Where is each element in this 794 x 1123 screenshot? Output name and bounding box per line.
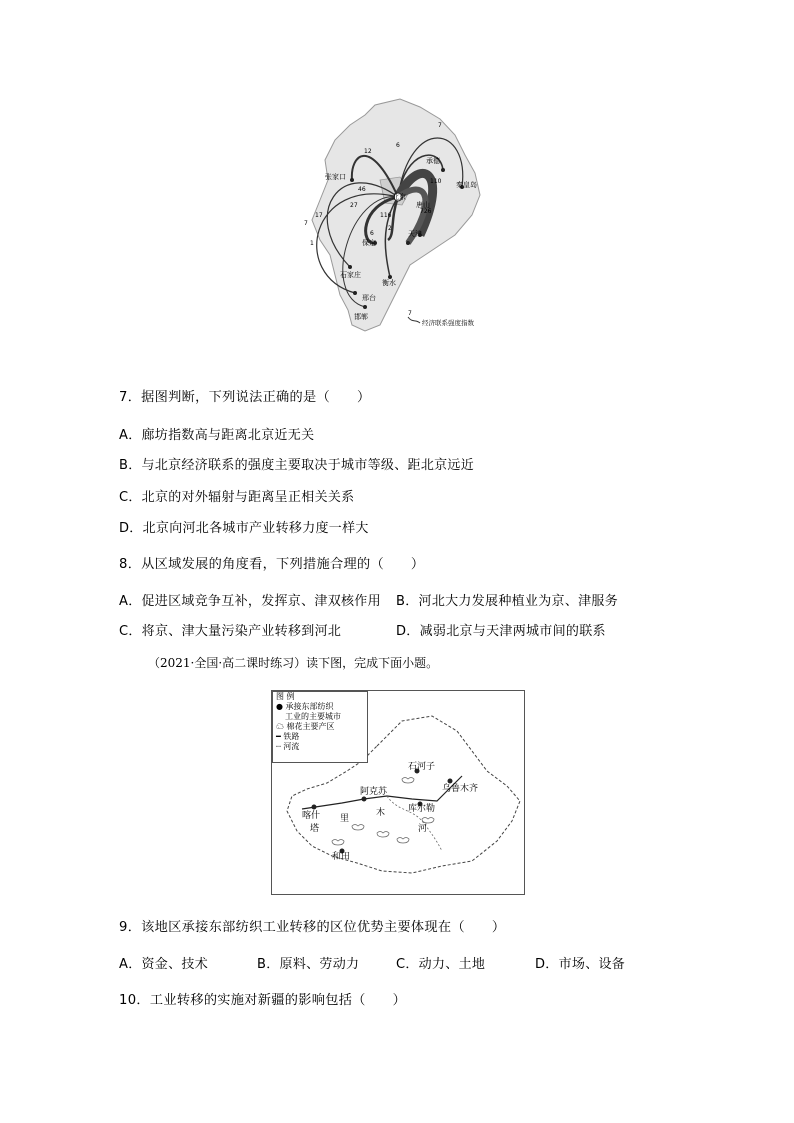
beijing-linkage-map xyxy=(280,95,500,335)
svg-text:116: 116 xyxy=(380,212,392,219)
svg-text:7: 7 xyxy=(304,220,308,227)
q9-option-d[interactable]: D．市场、设备 xyxy=(535,957,626,972)
city-label: 保定 xyxy=(362,239,376,247)
q7-option-d[interactable]: D．北京向河北各城市产业转移力度一样大 xyxy=(119,521,369,536)
map-legend: 图 例 ● 承接东部纺织 工业的主要城市 ☁ 棉花主要产区 ━ 铁路 ┈ 河流 xyxy=(272,691,368,763)
question-9-stem: 9．该地区承接东部纺织工业转移的区位优势主要体现在（ ） xyxy=(119,920,506,935)
city-label: 张家口 xyxy=(325,173,346,181)
city-label: 库尔勒 xyxy=(408,804,436,814)
city-label: 邢台 xyxy=(362,294,376,302)
svg-text:46: 46 xyxy=(358,186,366,193)
city-label: 承德 xyxy=(426,157,440,165)
q9-option-a[interactable]: A．资金、技术 xyxy=(119,957,208,972)
legend-label: 经济联系强度指数 xyxy=(422,319,474,327)
q7-option-b[interactable]: B．与北京经济联系的强度主要取决于城市等级、距北京远近 xyxy=(119,458,475,473)
city-label: 唐山 xyxy=(416,201,430,209)
railway-icon: ━ xyxy=(276,732,281,741)
question-10-stem: 10．工业转移的实施对新疆的影响包括（ ） xyxy=(119,993,407,1008)
q9-option-b[interactable]: B．原料、劳动力 xyxy=(257,957,360,972)
city-label: 阿克苏 xyxy=(360,787,388,797)
legend-value: 7 xyxy=(408,310,412,317)
q9-option-c[interactable]: C．动力、土地 xyxy=(396,957,486,972)
city-label: 秦皇岛 xyxy=(456,181,477,189)
city-label: 天津 xyxy=(408,230,422,238)
svg-text:6: 6 xyxy=(396,142,400,149)
svg-text:726: 726 xyxy=(420,208,432,215)
city-dot-icon: ● xyxy=(276,702,283,711)
svg-text:2: 2 xyxy=(388,225,392,232)
question-8-stem: 8．从区域发展的角度看，下列措施合理的（ ） xyxy=(119,557,425,572)
svg-text:7: 7 xyxy=(438,122,442,129)
section-intro: （2021·全国·高二课时练习）读下图，完成下面小题。 xyxy=(148,656,439,670)
q7-option-a[interactable]: A．廊坊指数高与距离北京近无关 xyxy=(119,428,315,443)
region-char: 河 xyxy=(418,824,428,834)
cotton-icon: ☁ xyxy=(276,722,284,731)
hebei-outline xyxy=(312,99,480,331)
city-label: 乌鲁木齐 xyxy=(442,784,479,794)
city-label: 邯郸 xyxy=(354,313,368,321)
q8-option-d[interactable]: D．减弱北京与天津两城市间的联系 xyxy=(396,624,606,639)
region-char: 里 xyxy=(340,814,350,824)
svg-text:17: 17 xyxy=(315,212,323,219)
city-label: 喀什 xyxy=(302,811,321,821)
svg-text:110: 110 xyxy=(430,178,442,185)
city-label: 衡水 xyxy=(382,279,396,287)
city-label: 石家庄 xyxy=(340,271,361,279)
city-label: 北京 xyxy=(392,193,406,201)
city-label: 石河子 xyxy=(408,762,436,772)
region-char: 木 xyxy=(376,808,386,818)
svg-text:6: 6 xyxy=(370,230,374,237)
river-icon: ┈ xyxy=(276,742,281,751)
q7-option-c[interactable]: C．北京的对外辐射与距离呈正相关关系 xyxy=(119,490,355,505)
q8-option-a[interactable]: A．促进区域竞争互补，发挥京、津双核作用 xyxy=(119,594,381,609)
svg-text:1: 1 xyxy=(310,240,314,247)
city-label: 和田 xyxy=(332,852,351,862)
region-char: 塔 xyxy=(310,824,320,834)
question-7-stem: 7．据图判断，下列说法正确的是（ ） xyxy=(119,390,371,405)
legend-title: 图 例 xyxy=(276,692,295,701)
svg-text:12: 12 xyxy=(364,148,372,155)
svg-text:27: 27 xyxy=(350,202,358,209)
q8-option-b[interactable]: B．河北大力发展种植业为京、津服务 xyxy=(396,594,619,609)
q8-option-c[interactable]: C．将京、津大量污染产业转移到河北 xyxy=(119,624,342,639)
